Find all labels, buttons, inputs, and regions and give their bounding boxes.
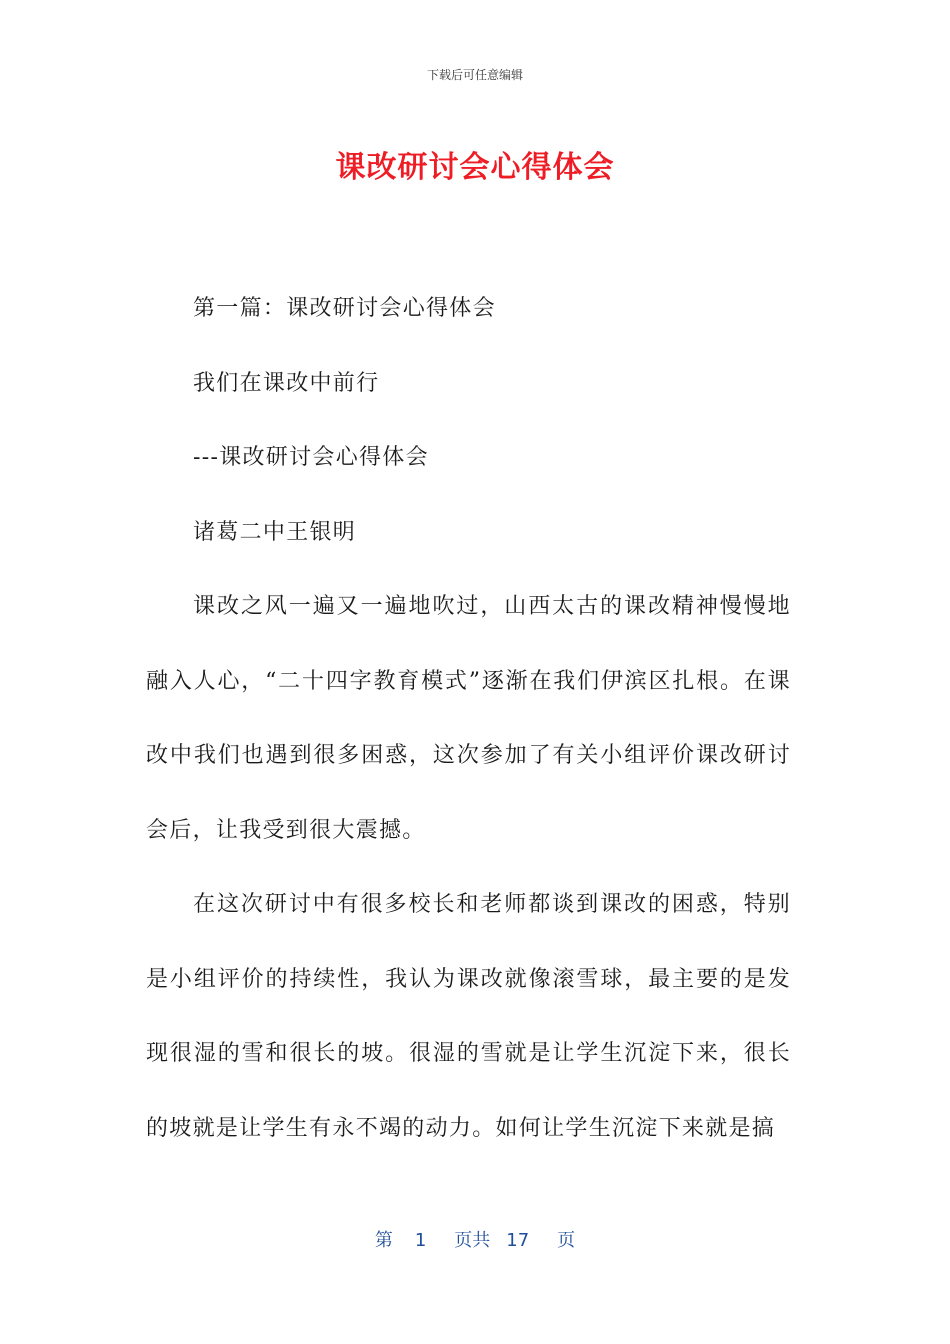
page-prefix: 第 — [374, 1230, 393, 1251]
header-note: 下载后可任意编辑 — [426, 68, 523, 82]
page-number-current: 1 — [414, 1230, 427, 1251]
paragraph-subtitle-dash: ---课改研讨会心得体会 — [193, 445, 429, 470]
paragraph-body-1: 课改之风一遍又一遍地吹过，山西太古的课改精神慢慢地融入人心，“二十四字教育模式”逐渐在我们伊滨区扎根。在课改中我们也遇到很多困惑，这次参加了有关小组评价课改研讨会后，让我受到很大震撼。 — [146, 594, 791, 843]
paragraph-chapter-heading: 第一篇：课改研讨会心得体会 — [193, 296, 496, 321]
paragraph-author: 诸葛二中王银明 — [193, 519, 357, 545]
paragraph-subtitle: 我们在课改中前行 — [193, 370, 380, 396]
page-number-total: 17 — [506, 1230, 530, 1251]
paragraph-body-2: 在这次研讨中有很多校长和老师都谈到课改的困惑，特别是小组评价的持续性，我认为课改就像滚雪球，最主要的是发现很湿的雪和很长的坡。很湿的雪就是让学生沉淀下来，很长的坡就是让学生有永不竭的动力。如何让学生沉淀下来就是搞 — [146, 892, 791, 1141]
document-body — [146, 272, 791, 1166]
page-suffix: 页 — [557, 1230, 576, 1251]
document-title: 课改研讨会心得体会 — [335, 150, 615, 185]
page-footer — [0, 1226, 950, 1252]
page-mid: 页共 — [454, 1230, 491, 1251]
